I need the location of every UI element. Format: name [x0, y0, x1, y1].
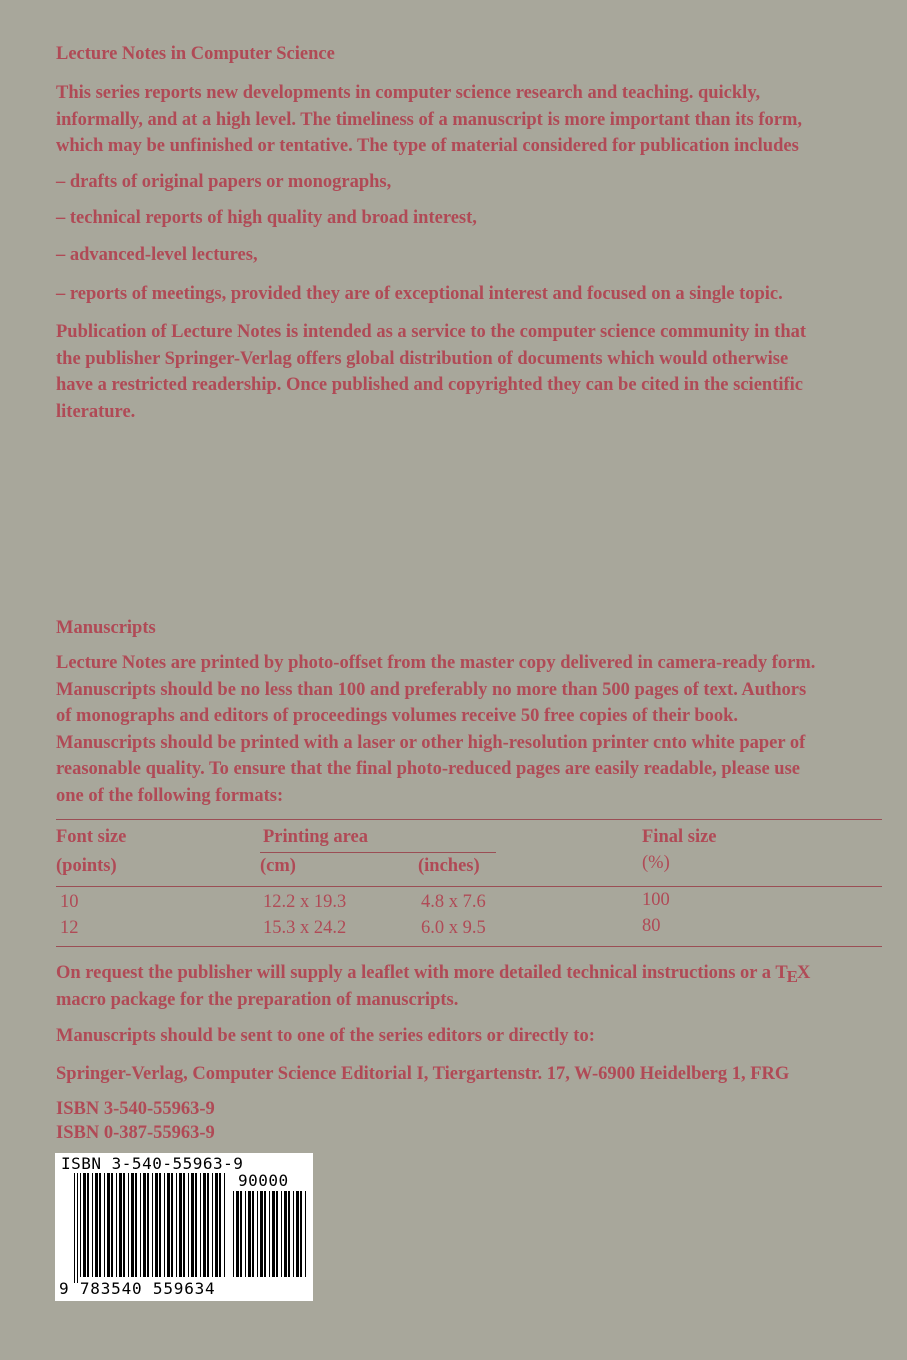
barcode-bar: [77, 1173, 78, 1283]
tex-x: X: [797, 963, 811, 983]
table-cell-cm: 12.2 x 19.3: [263, 892, 347, 912]
barcode-bar: [131, 1173, 134, 1277]
table-cell-cm: 15.3 x 24.2: [263, 918, 347, 938]
intro-line: This series reports new developments in computer science research and teaching. quickly,: [56, 83, 761, 103]
publication-line: Publication of Lecture Notes is intended as a service to the computer science community in that: [56, 322, 807, 342]
barcode-bar: [95, 1173, 98, 1277]
manuscripts-line: reasonable quality. To ensure that the final photo-reduced pages are easily readable, please use: [56, 759, 800, 779]
barcode-bar: [164, 1173, 165, 1277]
barcode-bar: [74, 1173, 75, 1283]
barcode-bar: [128, 1173, 129, 1277]
request-line: macro package for the preparation of manuscripts.: [56, 989, 459, 1010]
barcode-bar: [171, 1173, 173, 1277]
barcode-bar: [87, 1173, 89, 1277]
barcode-bar: [99, 1173, 101, 1277]
tex-t: T: [775, 963, 788, 983]
manuscripts-title: Manuscripts: [56, 618, 156, 638]
barcode-bar: [176, 1173, 177, 1277]
list-item: – reports of meetings, provided they are of exceptional interest and focused on a single topic.: [56, 284, 783, 304]
barcode-bar: [281, 1191, 282, 1277]
barcode-bar: [305, 1191, 306, 1277]
barcode-bar: [111, 1173, 113, 1277]
barcode-top-text: ISBN 3-540-55963-9: [61, 1154, 244, 1173]
barcode-bar: [276, 1191, 278, 1277]
barcode-bar: [233, 1191, 234, 1277]
barcode-bar: [300, 1191, 302, 1277]
barcode-bar: [252, 1191, 254, 1277]
barcode-bar: [219, 1173, 221, 1277]
barcode-bar: [293, 1191, 294, 1277]
barcode-bar: [143, 1173, 146, 1277]
barcode-bar: [167, 1173, 170, 1277]
barcode-bar: [215, 1173, 218, 1277]
request-line: [56, 960, 886, 987]
barcode-bar: [152, 1173, 153, 1277]
barcode-bar: [260, 1191, 263, 1277]
barcode-addon-text: 90000: [238, 1171, 289, 1190]
barcode-bar: [296, 1191, 299, 1277]
table-bottom-rule: [56, 946, 882, 947]
percent-unit: (%): [642, 853, 670, 873]
font-size-header: Font size: [56, 827, 127, 847]
manuscripts-line: Manuscripts should be no less than 100 and preferably no more than 500 pages of text. Authors: [56, 679, 807, 700]
barcode-bar: [80, 1173, 81, 1277]
barcode-bar: [203, 1173, 206, 1277]
printing-area-rule: [260, 852, 496, 853]
barcode-bar: [135, 1173, 137, 1277]
barcode-bar: [191, 1173, 194, 1277]
barcode-bar: [123, 1173, 125, 1277]
barcode-bar: [240, 1191, 242, 1277]
publication-line: literature.: [56, 401, 136, 422]
barcode-bar: [159, 1173, 161, 1277]
barcode-bar: [140, 1173, 141, 1277]
table-cell-inches: 6.0 x 9.5: [421, 918, 486, 938]
barcode-bar: [83, 1173, 86, 1277]
barcode-bar: [284, 1191, 287, 1277]
barcode-bar: [200, 1173, 201, 1277]
isbn-line: ISBN 3-540-55963-9: [56, 1099, 215, 1119]
isbn-barcode: [55, 1153, 313, 1301]
barcode-bar: [264, 1191, 266, 1277]
barcode-bottom-text: 9 783540 559634: [59, 1279, 216, 1298]
barcode-bar: [147, 1173, 149, 1277]
list-item: – advanced-level lectures,: [56, 245, 258, 265]
cm-unit: (cm): [260, 856, 296, 876]
barcode-bar: [92, 1173, 93, 1277]
barcode-bar: [248, 1191, 251, 1277]
series-title: Lecture Notes in Computer Science: [56, 44, 335, 64]
barcode-bar: [119, 1173, 122, 1277]
tex-logo: [775, 963, 811, 986]
request-text: On request the publisher will supply a leaflet with more detailed technical instructions or a: [56, 963, 776, 983]
table-cell-points: 12: [60, 918, 79, 938]
manuscripts-line: Manuscripts should be printed with a laser or other high-resolution printer cnto white paper of: [56, 732, 806, 753]
inches-unit: (inches): [418, 856, 480, 876]
printing-area-header: Printing area: [263, 827, 368, 847]
manuscripts-line: of monographs and editors of proceedings volumes receive 50 free copies of their book.: [56, 706, 739, 726]
barcode-bar: [195, 1173, 197, 1277]
barcode-bar: [212, 1173, 213, 1277]
barcode-bar: [245, 1191, 246, 1277]
table-top-rule: [56, 819, 882, 820]
intro-line: informally, and at a high level. The timeliness of a manuscript is more important than its form,: [56, 109, 802, 130]
points-unit: (points): [56, 856, 117, 876]
barcode-bar: [104, 1173, 105, 1277]
manuscripts-line: one of the following formats:: [56, 785, 284, 806]
manuscripts-paragraph: [56, 650, 886, 809]
barcode-bar: [272, 1191, 275, 1277]
intro-line: which may be unfinished or tentative. The type of material considered for publication includes: [56, 136, 799, 156]
barcode-bar: [155, 1173, 158, 1277]
series-intro: [56, 80, 886, 160]
publisher-address: Springer-Verlag, Computer Science Editorial I, Tiergartenstr. 17, W-6900 Heidelberg 1, FRG: [56, 1064, 790, 1084]
list-item: – drafts of original papers or monographs,: [56, 172, 392, 192]
isbn-line: ISBN 0-387-55963-9: [56, 1123, 215, 1143]
final-size-header: Final size: [642, 827, 717, 847]
barcode-bar: [288, 1191, 290, 1277]
publication-line: the publisher Springer-Verlag offers global distribution of documents which would otherwise: [56, 348, 789, 369]
publication-line: have a restricted readership. Once published and copyrighted they can be cited in the scientific: [56, 375, 804, 395]
barcode-bar: [207, 1173, 209, 1277]
tex-e: E: [786, 967, 798, 986]
table-cell-points: 10: [60, 892, 79, 912]
barcode-bar: [224, 1173, 225, 1277]
send-line: Manuscripts should be sent to one of the series editors or directly to:: [56, 1026, 595, 1046]
barcode-bar: [179, 1173, 182, 1277]
publication-paragraph: [56, 319, 886, 425]
barcode-bar: [257, 1191, 258, 1277]
barcode-bar: [188, 1173, 189, 1277]
barcode-bar: [116, 1173, 117, 1277]
table-cell-final: 80: [642, 916, 661, 936]
table-cell-inches: 4.8 x 7.6: [421, 892, 486, 912]
barcode-bar: [269, 1191, 270, 1277]
manuscripts-line: Lecture Notes are printed by photo-offset from the master copy delivered in camera-ready form.: [56, 653, 816, 673]
barcode-bar: [183, 1173, 185, 1277]
table-cell-final: 100: [642, 890, 670, 910]
table-header-rule: [56, 886, 882, 887]
request-paragraph: [56, 960, 886, 1013]
list-item: – technical reports of high quality and broad interest,: [56, 208, 477, 228]
barcode-bar: [236, 1191, 239, 1277]
barcode-bar: [107, 1173, 110, 1277]
